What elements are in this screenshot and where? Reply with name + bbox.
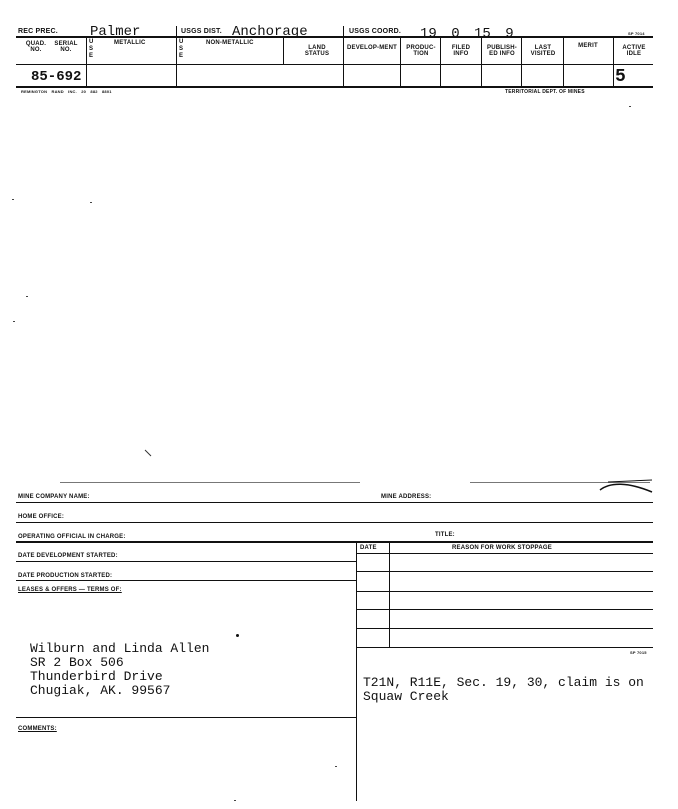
reason-header: REASON FOR WORK STOPPAGE xyxy=(452,545,552,551)
rule xyxy=(356,647,653,648)
dept-line: TERRITORIAL DEPT. OF MINES xyxy=(505,89,585,95)
usgs-dist-value: Anchorage xyxy=(232,24,308,40)
title-label: TITLE: xyxy=(435,532,455,538)
published-info-label: PUBLISH-ED INFO xyxy=(487,45,517,57)
metallic-label: METALLIC xyxy=(114,40,146,46)
form-number-bottom: SP 7015 xyxy=(630,650,647,655)
owner-line: SR 2 Box 506 xyxy=(30,655,124,670)
rule xyxy=(356,591,653,592)
col-divider xyxy=(283,36,284,64)
non-metallic-label: NON-METALLIC xyxy=(206,40,254,46)
top-rule-2 xyxy=(16,64,653,65)
rec-prec-value: Palmer xyxy=(90,24,141,40)
col-divider xyxy=(440,36,441,86)
scan-speck xyxy=(13,321,15,322)
comments-label: COMMENTS: xyxy=(18,726,57,732)
usgs-coord-label: USGS COORD. xyxy=(349,28,401,35)
rule xyxy=(16,502,653,503)
col-divider xyxy=(481,36,482,86)
serial-value: 85-692 xyxy=(31,69,82,85)
scan-speck xyxy=(26,296,28,297)
col-divider xyxy=(86,36,87,86)
col-divider xyxy=(176,26,177,86)
owner-line: Thunderbird Drive xyxy=(30,669,163,684)
col-divider xyxy=(613,36,614,86)
rule xyxy=(16,580,356,581)
operating-official-label: OPERATING OFFICIAL IN CHARGE: xyxy=(18,534,126,540)
center-divider xyxy=(356,541,357,801)
rule xyxy=(16,541,653,543)
curl-mark xyxy=(598,476,654,494)
leases-label: LEASES & OFFERS — TERMS OF: xyxy=(18,587,122,593)
development-label: DEVELOP-MENT xyxy=(346,45,398,51)
filed-info-label: FILED INFO xyxy=(451,45,471,57)
scan-speck xyxy=(90,202,92,203)
home-office-label: HOME OFFICE: xyxy=(18,514,65,520)
date-prod-label: DATE PRODUCTION STARTED: xyxy=(18,573,113,579)
location-line: T21N, R11E, Sec. 19, 30, claim is on xyxy=(363,675,644,690)
rule xyxy=(356,628,653,629)
col-divider xyxy=(563,36,564,86)
date-dev-label: DATE DEVELOPMENT STARTED: xyxy=(18,553,118,559)
use-label-1: U S E xyxy=(89,39,94,59)
quad-serial-header xyxy=(18,41,84,53)
usgs-dist-label: USGS DIST. xyxy=(181,28,222,35)
rule xyxy=(16,561,356,562)
scan-speck xyxy=(236,634,239,637)
usgs-coord-value: 19 0 15 9 xyxy=(420,26,514,42)
scan-speck xyxy=(629,106,631,107)
rule xyxy=(356,609,653,610)
col-divider xyxy=(343,26,344,86)
form-number-top: SP 7014 xyxy=(628,31,645,36)
col-divider xyxy=(400,36,401,86)
card-edge-line xyxy=(60,482,360,483)
col-divider xyxy=(521,36,522,86)
owner-address-block xyxy=(30,642,209,698)
date-divider xyxy=(389,541,390,647)
scan-mark xyxy=(144,449,152,457)
active-idle-label: ACTIVE IDLE xyxy=(622,45,646,57)
rec-prec-label: REC PREC. xyxy=(18,28,58,35)
rule xyxy=(356,571,653,572)
mine-address-label: MINE ADDRESS: xyxy=(381,494,432,500)
scan-speck xyxy=(12,199,14,200)
rule xyxy=(16,717,356,718)
location-line: Squaw Creek xyxy=(363,689,449,704)
rule xyxy=(16,522,653,523)
scan-speck xyxy=(234,800,236,801)
last-visited-label: LAST VISITED xyxy=(530,45,556,57)
owner-line: Chugiak, AK. 99567 xyxy=(30,683,171,698)
mine-company-label: MINE COMPANY NAME: xyxy=(18,494,90,500)
scan-speck xyxy=(335,766,337,767)
rule xyxy=(356,553,653,554)
quad-no-label: QUAD. NO. xyxy=(25,41,47,53)
top-rule-3 xyxy=(16,86,653,88)
production-label: PRODUC-TION xyxy=(406,45,436,57)
land-status-label: LAND STATUS xyxy=(304,45,330,57)
use-label-2: U S E xyxy=(179,39,184,59)
owner-line: Wilburn and Linda Allen xyxy=(30,641,210,656)
active-idle-value: 5 xyxy=(615,67,626,87)
top-rule-1 xyxy=(16,36,653,38)
location-block xyxy=(363,676,644,704)
printer-line: REMINGTON RAND INC. 20 882 8801 xyxy=(21,89,112,94)
merit-label: MERIT xyxy=(578,43,598,49)
serial-no-label: SERIAL NO. xyxy=(54,41,78,53)
date-header: DATE xyxy=(360,545,377,551)
